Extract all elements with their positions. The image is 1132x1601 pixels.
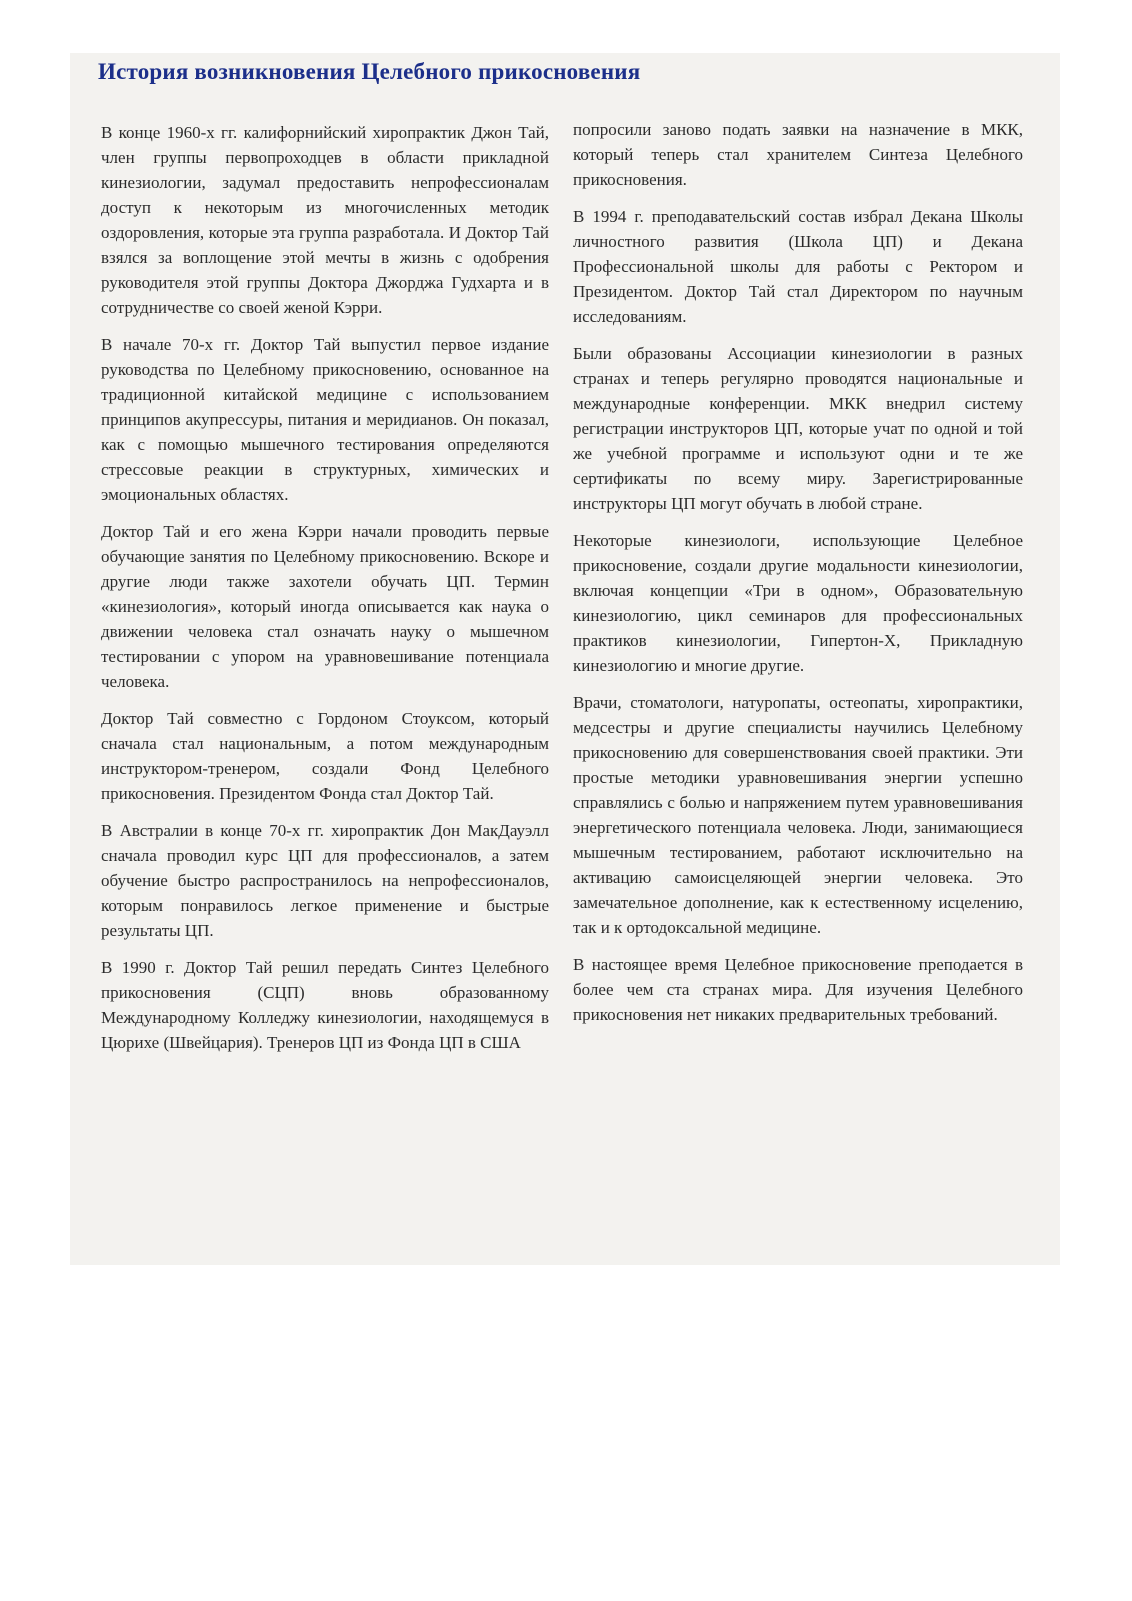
paragraph: В конце 1960-х гг. калифорнийский хиропрактик Джон Тай, член группы первопроходцев в области прикладной кинезиологии, задумал предоставить непрофессионалам доступ к некоторым из многочисленных методик оздоровления, которые эта группа разработала. И Доктор Тай взялся за воплощение этой мечты в жизнь с одобрения руководителя этой группы Доктора Джорджа Гудхарта и в сотрудничестве со своей женой Кэрри.	[101, 123, 549, 317]
paragraph: Были образованы Ассоциации кинезиологии в разных странах и теперь регулярно проводятся национальные и международные конференции. МКК внедрил систему регистрации инструкторов ЦП, которые учат по одной и той же учебной программе и используют одни и те же сертификаты по всему миру. Зарегистрированные инструкторы ЦП могут обучать в любой стране.	[573, 344, 1023, 513]
paragraph: В 1990 г. Доктор Тай решил передать Синтез Целебного прикосновения (СЦП) вновь образованному Международному Колледжу кинезиологии, находящемуся в Цюрихе (Швейцария). Тренеров ЦП из Фонда ЦП в США	[101, 958, 549, 1052]
left-column	[101, 120, 549, 1067]
paragraph: В начале 70-х гг. Доктор Тай выпустил первое издание руководства по Целебному прикосновению, основанное на традиционной китайской медицине с использованием принципов акупрессуры, питания и меридианов. Он показал, как с помощью мышечного тестирования определяются стрессовые реакции в структурных, химических и эмоциональных областях.	[101, 335, 549, 504]
paragraph: Доктор Тай совместно с Гордоном Стоуксом, который сначала стал национальным, а потом международным инструктором-тренером, создали Фонд Целебного прикосновения. Президентом Фонда стал Доктор Тай.	[101, 709, 549, 803]
paragraph: В Австралии в конце 70-х гг. хиропрактик Дон МакДауэлл сначала проводил курс ЦП для профессионалов, а затем обучение быстро распространилось на непрофессионалов, которым понравилось легкое применение и быстрые результаты ЦП.	[101, 821, 549, 940]
content-panel	[70, 53, 1060, 1265]
paragraph: В 1994 г. преподавательский состав избрал Декана Школы личностного развития (Школа ЦП) и Декана Профессиональной школы для работы с Ректором и Президентом. Доктор Тай стал Директором по научным исследованиям.	[573, 207, 1023, 326]
page-title: История возникновения Целебного прикосновения	[98, 59, 641, 84]
right-column	[573, 117, 1023, 1039]
paragraph: Доктор Тай и его жена Кэрри начали проводить первые обучающие занятия по Целебному прикосновению. Вскоре и другие люди также захотели обучать ЦП. Термин «кинезиология», который иногда описывается как наука о движении человека стал означать науку о мышечном тестировании с упором на уравновешивание потенциала человека.	[101, 522, 549, 691]
paragraph: В настоящее время Целебное прикосновение преподается в более чем ста странах мира. Для изучения Целебного прикосновения нет никаких предварительных требований.	[573, 955, 1023, 1024]
paragraph: Врачи, стоматологи, натуропаты, остеопаты, хиропрактики, медсестры и другие специалисты научились Целебному прикосновению для совершенствования своей практики. Эти простые методики уравновешивания энергии успешно справлялись с болью и напряжением путем уравновешивания энергетического потенциала человека. Люди, занимающиеся мышечным тестированием, работают исключительно на активацию самоисцеляющей энергии человека. Это замечательное дополнение, как к естественному исцелению, так и к ортодоксальной медицине.	[573, 693, 1023, 937]
paragraph: Некоторые кинезиологи, использующие Целебное прикосновение, создали другие модальности кинезиологии, включая концепции «Три в одном», Образовательную кинезиологию, цикл семинаров для профессиональных практиков кинезиологии, Гипертон-Х, Прикладную кинезиологию и многие другие.	[573, 531, 1023, 675]
paragraph: попросили заново подать заявки на назначение в МКК, который теперь стал хранителем Синтеза Целебного прикосновения.	[573, 120, 1023, 189]
